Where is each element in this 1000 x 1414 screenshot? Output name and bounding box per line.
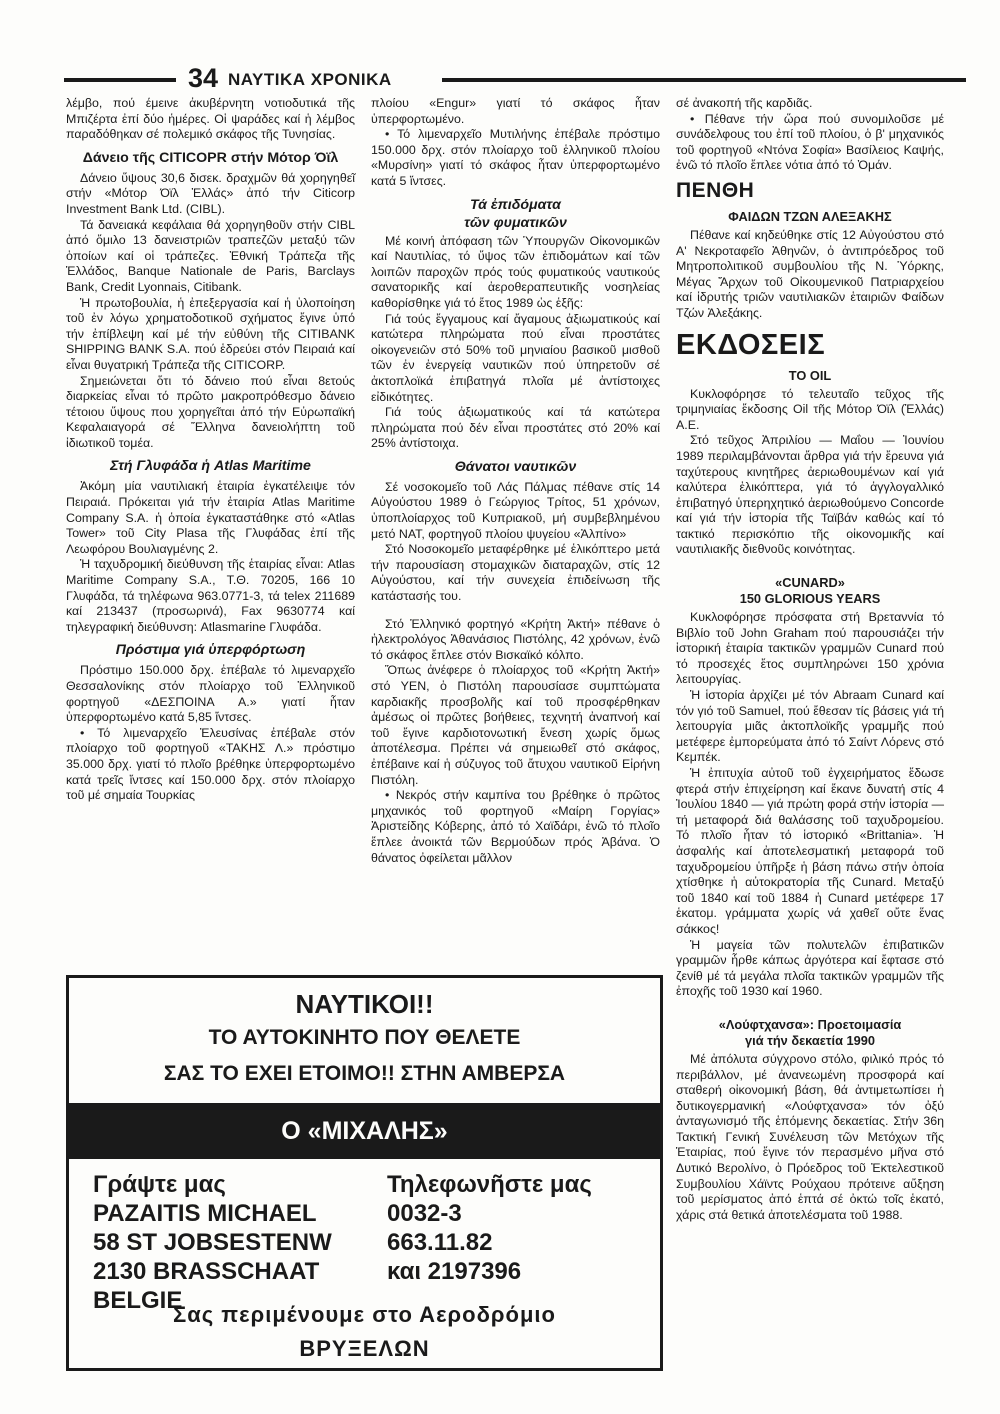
paragraph: Ἀκόμη μία ναυτιλιακή ἑταιρία ἐγκατέλειψε τόν Πειραιά. Πρόκειται γιά τήν ἑταιρία Atlas Maritime Company S.A. ἡ ὁποία ἐγκαταστάθηκε στό «Atlas Tower» τοῦ City Plasa τῆς Γλυφάδας ἐπί τῆς Λεωφόρου Βουλιαγμένης 2. xyxy=(66,479,355,556)
article-continuation: πλοίου «Engur» γιατί τό σκάφος ἦταν ὑπερφορτωμένο. xyxy=(371,96,660,126)
ad-address-line: 2130 BRASSCHAAT xyxy=(93,1258,320,1285)
ad-line-3: ΣΑΣ ΤΟ ΕΧΕΙ ΕΤΟΙΜΟ!! ΣΤΗΝ ΑΜΒΕΡΣΑ xyxy=(163,1062,566,1085)
headline-allowances-line1: Τά ἐπιδόματα xyxy=(470,196,561,213)
header-rule-left xyxy=(64,78,176,82)
headline-overload-fines: Πρόστιμα γιά ὑπερφόρτωση xyxy=(115,642,306,659)
magazine-title: ΝΑΥΤΙΚΑ ΧΡΟΝΙΚΑ xyxy=(228,70,392,89)
paragraph: Δάνειο ὕψους 30,6 δισεκ. δραχμῶν θά χορηγηθεῖ στήν «Μότορ Όϊλ Ἑλλάς» ἀπό τήν Citicorp Investment Bank Ltd. (CIBL). xyxy=(66,170,355,216)
paragraph: Τά δανειακά κεφάλαια θά χορηγηθοῦν στήν CIBL ἀπό ὅμιλο 13 δανειστριῶν τραπεζῶν μεταξύ τῶν ὁποίων καί οἱ τράπεζες. Ἐθνική Τράπεζα τῆς Ἑλλάδος, Banque Nationale de Paris, Barclays Bank, Credit Lyonnais, Citibank. xyxy=(66,217,355,294)
headline-lufthansa xyxy=(676,1017,944,1049)
ad-call-label: Τηλεφωνῆστε μας xyxy=(387,1171,592,1198)
paragraph: Σέ νοσοκομεῖο τοῦ Λάς Πάλμας πέθανε στίς 14 Αὐγούστου 1989 ὁ Γεώργιος Τρίτος, 51 χρόνων, ὑποπλοίαρχος τοῦ Κυπριακοῦ, μή συμβεβλημένου μετό ΝΑΤ, φορτηγοῦ πλοίου ψυγείου «Ἀλπίνο» xyxy=(371,479,660,541)
paragraph: Κυκλοφόρησε τό τελευταῖο τεῦχος τῆς τριμηνιαίας ἔκδοσης Oil τῆς Μότορ Όϊλ (Ἑλλάς) Α.Ε. xyxy=(676,386,944,432)
article-continuation: λέμβο, πού έμεινε ἀκυβέρνητη νοτιοδυτικά τῆς Μπιζέρτα ἐπί δύο ἡμέρες. Οἱ ψαράδες καί ἡ λέμβος παραδόθηκαν σέ πολεμικό σκάφος τῆς Τυνησίας. xyxy=(66,96,355,142)
paragraph: Ἡ μαγεία τῶν πολυτελῶν ἐπιβατικῶν γραμμῶν ἦρθε κάπως ἀργότερα καί ἔφτασε στό ζενίθ μέ τά μεγάλα πλοῖα τακτικῶν γραμμῶν τῆς ἐποχῆς τοῦ 1930 καί 1960. xyxy=(676,937,944,999)
headline-faidon-alexakis: ΦΑΙΔΩΝ ΤΖΩΝ ΑΛΕΞΑΚΗΣ xyxy=(728,208,892,224)
headline-allowances-line2: τῶν φυματικῶν xyxy=(464,214,567,231)
paragraph: Στό Ἑλληνικό φορτηγό «Κρήτη Ἀκτή» πέθανε ὁ ἠλεκτρολόγος Ἀθανάσιος Πιστόλης, 42 χρόνων, ἐνῶ τό σκάφος ἔπλεε στόν Βισκαϊκό κόλπο. xyxy=(371,616,660,662)
paragraph: • Νεκρός στήν καμπίνα του βρέθηκε ὁ πρῶτος μηχανικός τοῦ φορτηγοῦ «Μαίρη Γοργίας» Ἀριστείδης Κόβερης, ἀπό τό Χαϊδάρι, ἐνῶ τό πλοῖο ἔπλεε ἀνοικτά τῶν Βερμούδων πρός Ἀβάνα. Ὁ θάνατος ὀφείλεται μᾶλλον xyxy=(371,788,660,865)
paragraph: Στό τεῦχος Ἀπριλίου — Μαΐου — Ἰουνίου 1989 περιλαμβάνονται ἄρθρα γιά τήν ἔρευνα γιά ταχύτερους κινητῆρες ἀεριωθουμένων καί γιά καλύτερα ἑλικόπτερα, γιά τό ἀγγλογαλλικό ἐπιβατηγό ὑπερηχητικό ἀεριωθούμενο Concorde καί γιά τήν ἱστορία τῆς Ταϊβάν καθώς καί τό τακτικό περισκόπιο τῆς οἰκονομικῆς καί ναυτιλιακῆς διεθνοῦς κοινότητας. xyxy=(676,433,944,557)
ad-address-block xyxy=(93,1170,332,1315)
headline-lufthansa-line1: «Λούφτχανσα»: Προετοιμασία xyxy=(718,1016,902,1032)
spacer xyxy=(676,1000,944,1012)
headline-oil: ΤΟ OIL xyxy=(788,367,832,383)
ad-phone-line: 663.11.82 xyxy=(387,1229,493,1256)
paragraph: Κυκλοφόρησε πρόσφατα στή Βρεταννία τό Βιβλίο τοῦ John Graham πού παρουσιάζει τήν ἱστορική ἑταιρία τακτικῶν γραμμῶν Cunard πού τό προσεχές ἔτος συμπληρώνει 150 χρόνια λειτουργίας. xyxy=(676,610,944,687)
paragraph: Πρόστιμο 150.000 δρχ. ἐπέβαλε τό λιμεναρχεῖο Θεσσαλονίκης στόν πλοίαρχο τοῦ Ἑλληνικοῦ φορτηγοῦ «ΔΕΣΠΟΙΝΑ Α.» γιατί ἦταν ὑπερφορτωμένο κατά 5,85 ἴντσες. xyxy=(66,663,355,725)
column-3 xyxy=(676,96,944,1223)
headline-allowances xyxy=(371,196,660,232)
advertisement-box xyxy=(66,975,663,1371)
spacer xyxy=(371,605,660,617)
ad-phone-block xyxy=(387,1170,592,1286)
ad-address-line: BELGIE xyxy=(93,1287,183,1314)
article-continuation: σέ ἀνακοπή τῆς καρδιᾶς. xyxy=(676,96,813,110)
ad-footer-line-2: ΒΡΥΞΕΛΩΝ xyxy=(299,1336,430,1361)
ad-phone-line: 0032-3 xyxy=(387,1200,462,1227)
paragraph: Ἡ ἐπιτυχία αὐτοῦ τοῦ ἐγχειρήματος ἔδωσε φτερά στήν ἐπιχείρηση καί ἔκανε δυνατή στίς 4 Ἰουλίου 1840 — γιά πρώτη φορά στήν ἱστορία — τή μεταφορά διά θαλάσσης τοῦ ταχυδρομείου. Τό πλοῖο ἦταν τό ἱστορικό «Brittania». Ἡ ἀσφαλής καί ἀποτελεσματική μεταφορά τοῦ ταχυδρομείου ὑπῆρξε ἡ βάση πάνω στήν ὁποία χτίσθηκε ἡ αὐτοκρατορία τῆς Cunard. Μεταξύ τοῦ 1840 καί τοῦ 1884 ἡ Cunard μετέφερε 17 ἑκατομ. γράμματα χωρίς νά χαθεῖ οὔτε ἕνας σάκκος! xyxy=(676,766,944,936)
column-2 xyxy=(371,96,660,866)
paragraph: Γιά τούς ἔγγαμους καί ἄγαμους ἀξιωματικούς καί κατώτερα πληρώματα πού εἶναι προστάτες οἰκογενειῶν στό 50% τοῦ μηνιαίου βασικοῦ μισθοῦ τῶν ἐν ἐνεργείᾳ ναυτικῶν πού ὑπηρετοῦν σέ ἀκτοπλοϊκά ἐπιβατηγά πλοῖα μέ ἀντίστοιχες εἰδικότητες. xyxy=(371,311,660,404)
ad-name-banner: Ο «ΜΙΧΑΛΗΣ» xyxy=(69,1103,660,1159)
headline-cunard-line1: «CUNARD» xyxy=(775,575,845,591)
headline-cunard xyxy=(676,575,944,607)
paragraph: • Τό λιμεναρχεῖο Μυτιλήνης ἐπέβαλε πρόστιμο 150.000 δρχ. στόν πλοίαρχο τοῦ ἑλληνικοῦ πλοίου «Μυρσίνη» γιατί τό σκάφος ἦταν ὑπερφορτωμένο κατά 5 ἴντσες. xyxy=(371,127,660,188)
headline-lufthansa-line2: γιά τήν δεκαετία 1990 xyxy=(745,1032,875,1048)
paragraph: Ἡ ἱστορία ἀρχίζει μέ τόν Abraam Cunard καί τόν γιό τοῦ Samuel, πού ἔθεσαν τίς βάσεις γιά τή λειτουργία μιᾶς ἀκτοπλοϊκῆς γραμμῆς πού μετέφερε ἐμπορεύματα ἀπό τό Σαίντ Λόρενς στό Κεμπέκ. xyxy=(676,688,944,765)
ad-address-line: PAZAITIS MICHAEL xyxy=(93,1200,317,1227)
headline-cunard-line2: 150 GLORIOUS YEARS xyxy=(739,591,881,607)
paragraph: Σημειώνεται ὅτι τό δάνειο πού εἶναι 8ετούς διαρκείας εἶναι τό πρῶτο μακροπρόθεσμο δάνειο τέτοιου ὕψους που χορηγεῖται ἀπό τήν Εὐρωπαϊκή Κεφαλαιαγορά σέ Ἕλληνα δανειολήπτη τοῦ ἰδιωτικοῦ τομέα. xyxy=(66,373,355,450)
spacer xyxy=(676,558,944,570)
ad-line-2: ΤΟ ΑΥΤΟΚΙΝΗΤΟ ΠΟΥ ΘΕΛΕΤΕ xyxy=(208,1026,521,1049)
header-rule-right xyxy=(442,78,966,82)
ad-phone-line: και 2197396 xyxy=(387,1258,522,1285)
paragraph: Ἡ πρωτοβουλία, ἡ ἐπεξεργασία καί ἡ ὑλοποίηση τοῦ ἐν λόγω χρηματοδοτικοῦ σχήματος ἔγινε ὑπό τήν ἐπίβλεψη καί μέ τήν εὐθύνη τῆς CITIBANK SHIPPING BANK S.A. πού ἑδρεύει στόν Πειραιά καί εἶναι θυγατρική Τράπεζα τῆς CITICORP. xyxy=(66,295,355,372)
paragraph: Ἡ ταχυδρομική διεύθυνση τῆς ἑταιρίας εἶναι: Atlas Maritime Company S.A., Τ.Θ. 70205, 166 10 Γλυφάδα, τά τηλέφωνα 963.0771-3, τά telex 211689 καί 213437 (προσωρινά), Fax 9630774 καί τηλεγραφική διεύθυνση: Atlasmarine Γλυφάδα. xyxy=(66,557,355,634)
ad-headline: ΝΑΥΤΙΚΟΙ!! xyxy=(295,989,434,1019)
paragraph: Ὅπως ἀνέφερε ὁ πλοίαρχος τοῦ «Κρήτη Ἀκτή» στό ΥΕΝ, ὁ Πιστόλη παρουσίασε συμπτώματα καρδιακῆς προσβολῆς καί τοῦ προσφέρθηκαν ἀμέσως οἱ πρῶτες βοήθειες, τεχνητή ἀναπνοή καί τοῦ ἔγινε καρδιοτονωτική ἔνεση χωρίς ὅμως ἀποτέλεσμα. Πρέπει νά σημειωθεῖ στό σκάφος, ἐπέβαινε καί ἡ σύζυγος τοῦ ἄτυχου ναυτικοῦ Εἰρήνη Πιστόλη. xyxy=(371,663,660,787)
paragraph: Στό Νοσοκομεῖο μεταφέρθηκε μέ ἑλικόπτερο μετά τήν παρουσίαση στομαχικῶν διαταραχῶν, στίς 12 Αὐγούστου, καί τήν συνεχεία ἐπιδείνωση τῆς κατάστασής του. xyxy=(371,542,660,604)
column-1 xyxy=(66,96,355,804)
paragraph: • Τό λιμεναρχεῖο Ἐλευσίνας ἐπέβαλε στόν πλοίαρχο τοῦ φορτηγοῦ «ΤΑΚΗΣ Λ.» πρόστιμο 35.000 δρχ. γιατί τό πλοῖο βρέθηκε ὑπερφορτωμένο κατά τρεῖς ἴντσες καί 150.000 δρχ. στόν πλοίαρχο τοῦ μέ σημαία Τουρκίας xyxy=(66,725,355,803)
paragraph: • Πέθανε τήν ὥρα πού συνομιλοῦσε μέ συνάδελφους του ἐπί τοῦ πλοίου, ὁ β' μηχανικός τοῦ φορτηγοῦ «Ντόνα Σοφία» Βασίλειος Καψής, ἐνῶ τό πλοῖο ἔπλεε νότια ἀπό τό Ὀμάν. xyxy=(676,111,944,173)
ad-write-label: Γράψτε μας xyxy=(93,1171,226,1198)
paragraph: Πέθανε καί κηδεύθηκε στίς 12 Αὐγούστου στό Α' Νεκροταφεῖο Ἀθηνῶν, ὁ ἀντιπρόεδρος τοῦ Μητροπολιτικοῦ συμβουλίου τῆς Ν. Ὑόρκης, Μέγας Ἄρχων τοῦ Οἰκουμενικοῦ Πατριαρχείου καί ἱδρυτής τριῶν ναυτιλιακῶν ἑταιριῶν Φαίδων Τζών Ἀλεξάκης. xyxy=(676,227,944,320)
page-header xyxy=(52,62,958,94)
headline-citicorp-loan: Δάνειο τῆς CITICOPR στήν Μότορ Όϊλ xyxy=(82,149,339,166)
paragraph: Μέ κοινή ἀπόφαση τῶν Ὑπουργῶν Οἰκονομικῶν καί Ναυτιλίας, τό ὕψος τῶν ἐπιδομάτων καί τῶν λοιπῶν παροχῶν πρός τούς φυματικούς ναυτικούς σανατορικῆς καί ἀεροθεραπευτικῆς νοσηλείας καθορίσθηκε γιά τό ἔτος 1989 ὡς ἑξῆς: xyxy=(371,233,660,310)
page-number: 34 xyxy=(188,63,219,93)
section-heading-ekdoseis: ΕΚΔΟΣΕΙΣ xyxy=(676,328,826,361)
section-heading-penthi: ΠΕΝΘΗ xyxy=(676,178,755,202)
headline-seamen-deaths: Θάνατοι ναυτικῶν xyxy=(454,458,577,475)
paragraph: Μέ ἀπόλυτα σύγχρονο στόλο, φιλικό πρός τό περιβάλλον, μέ ἀνανεωμένη προσφορά καί σταθερή οἰκονομική βάση, θά ἀντιμετωπίσει ἡ δυτικογερμανική «Λούφτχανσα» τόν ὀξύ ἀνταγωνισμό τῆς ἑπόμενης δεκαετίας. Στήν 36η Τακτική Γενική Συνέλευση τῶν Μετόχων τῆς Ἑταιρίας, πού ἔγινε τόν περασμένο μῆνα στό Δυτικό Βερολίνο, ὁ Πρόεδρος τοῦ Ἐκτελεστικοῦ Συμβουλίου Χάϊντς Ρούχαου πρότεινε αὔξηση τοῦ μερίσματος ἀπό ἑπτά σέ ὀκτώ τοῖς ἑκατό, χάρις στά θετικά ἀποτελέσματα τοῦ 1988. xyxy=(676,1051,944,1222)
paragraph: Γιά τούς ἀξιωματικούς καί τά κατώτερα πληρώματα πού δέν εἶναι προστάτες στό 20% καί 25% ἀντίστοιχα. xyxy=(371,405,660,451)
headline-atlas-maritime: Στή Γλυφάδα ἡ Atlas Maritime xyxy=(110,458,311,475)
ad-address-line: 58 ST JOBSESTENW xyxy=(93,1229,332,1256)
ad-footer-line-1: Σας περιμένουμε στο Αεροδρόμιο xyxy=(173,1302,556,1327)
